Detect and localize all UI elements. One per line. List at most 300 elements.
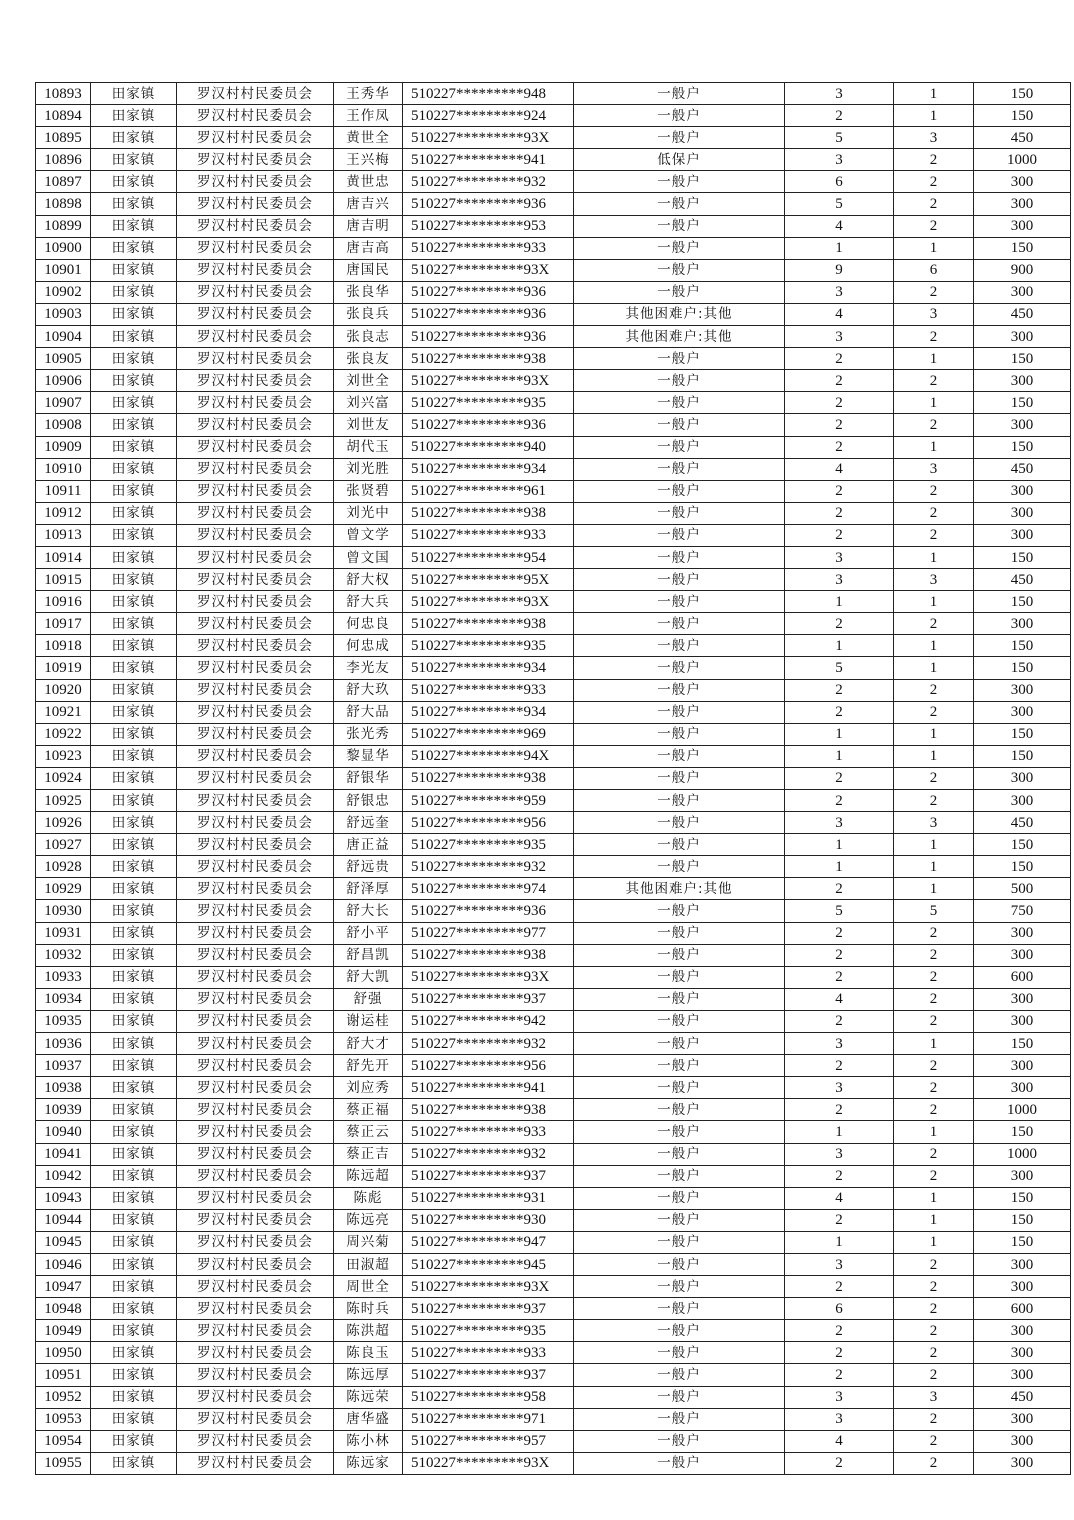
amount-cell: 300: [974, 281, 1071, 303]
amount-cell: 300: [974, 370, 1071, 392]
village-committee-cell: 罗汉村村民委员会: [177, 944, 334, 966]
id-number-cell: 510227*********977: [403, 922, 574, 944]
id-number-cell: 510227*********937: [403, 988, 574, 1010]
household-type-cell: 一般户: [574, 414, 785, 436]
table-row: [36, 1055, 1071, 1077]
household-size-cell: 4: [785, 215, 894, 237]
id-number-cell: 510227*********936: [403, 281, 574, 303]
village-committee-cell: 罗汉村村民委员会: [177, 1276, 334, 1298]
village-committee-cell: 罗汉村村民委员会: [177, 303, 334, 325]
household-size-cell: 3: [785, 569, 894, 591]
amount-cell: 300: [974, 1253, 1071, 1275]
id-number-cell: 510227*********938: [403, 944, 574, 966]
row-number-cell: 10896: [36, 149, 91, 171]
amount-cell: 150: [974, 546, 1071, 568]
household-size-cell: 2: [785, 392, 894, 414]
id-number-cell: 510227*********936: [403, 193, 574, 215]
town-cell: 田家镇: [91, 1276, 177, 1298]
row-number-cell: 10927: [36, 834, 91, 856]
name-cell: 刘光中: [334, 502, 403, 524]
id-number-cell: 510227*********938: [403, 767, 574, 789]
id-number-cell: 510227*********937: [403, 1298, 574, 1320]
amount-cell: 300: [974, 326, 1071, 348]
name-cell: 陈良玉: [334, 1342, 403, 1364]
household-type-cell: 一般户: [574, 1430, 785, 1452]
village-committee-cell: 罗汉村村民委员会: [177, 281, 334, 303]
amount-cell: 150: [974, 856, 1071, 878]
household-size-cell: 3: [785, 149, 894, 171]
assisted-count-cell: 3: [894, 303, 974, 325]
id-number-cell: 510227*********938: [403, 1099, 574, 1121]
table-row: [36, 1209, 1071, 1231]
amount-cell: 1000: [974, 1099, 1071, 1121]
village-committee-cell: 罗汉村村民委员会: [177, 480, 334, 502]
household-type-cell: 一般户: [574, 1452, 785, 1474]
id-number-cell: 510227*********935: [403, 834, 574, 856]
household-type-cell: 一般户: [574, 790, 785, 812]
amount-cell: 300: [974, 767, 1071, 789]
household-type-cell: 一般户: [574, 392, 785, 414]
town-cell: 田家镇: [91, 966, 177, 988]
name-cell: 张良志: [334, 326, 403, 348]
household-size-cell: 3: [785, 812, 894, 834]
village-committee-cell: 罗汉村村民委员会: [177, 1121, 334, 1143]
table-row: [36, 1187, 1071, 1209]
name-cell: 蔡正吉: [334, 1143, 403, 1165]
table-row: [36, 613, 1071, 635]
household-size-cell: 5: [785, 193, 894, 215]
name-cell: 李光友: [334, 657, 403, 679]
name-cell: 唐吉高: [334, 237, 403, 259]
row-number-cell: 10923: [36, 745, 91, 767]
household-type-cell: 一般户: [574, 922, 785, 944]
village-committee-cell: 罗汉村村民委员会: [177, 1010, 334, 1032]
table-row: [36, 1121, 1071, 1143]
household-size-cell: 4: [785, 1187, 894, 1209]
assisted-count-cell: 2: [894, 1364, 974, 1386]
town-cell: 田家镇: [91, 480, 177, 502]
village-committee-cell: 罗汉村村民委员会: [177, 1253, 334, 1275]
name-cell: 王秀华: [334, 83, 403, 105]
row-number-cell: 10934: [36, 988, 91, 1010]
household-type-cell: 一般户: [574, 723, 785, 745]
assisted-count-cell: 2: [894, 1143, 974, 1165]
amount-cell: 150: [974, 436, 1071, 458]
id-number-cell: 510227*********935: [403, 1320, 574, 1342]
household-type-cell: 一般户: [574, 856, 785, 878]
village-committee-cell: 罗汉村村民委员会: [177, 812, 334, 834]
household-size-cell: 2: [785, 1055, 894, 1077]
amount-cell: 150: [974, 105, 1071, 127]
id-number-cell: 510227*********948: [403, 83, 574, 105]
assisted-count-cell: 6: [894, 259, 974, 281]
household-type-cell: 一般户: [574, 966, 785, 988]
household-size-cell: 2: [785, 944, 894, 966]
assisted-count-cell: 1: [894, 591, 974, 613]
town-cell: 田家镇: [91, 1253, 177, 1275]
village-committee-cell: 罗汉村村民委员会: [177, 127, 334, 149]
name-cell: 唐正益: [334, 834, 403, 856]
household-size-cell: 6: [785, 171, 894, 193]
row-number-cell: 10931: [36, 922, 91, 944]
id-number-cell: 510227*********937: [403, 1364, 574, 1386]
household-size-cell: 2: [785, 480, 894, 502]
row-number-cell: 10948: [36, 1298, 91, 1320]
town-cell: 田家镇: [91, 524, 177, 546]
table-row: [36, 1077, 1071, 1099]
town-cell: 田家镇: [91, 1055, 177, 1077]
id-number-cell: 510227*********957: [403, 1430, 574, 1452]
name-cell: 刘世全: [334, 370, 403, 392]
household-type-cell: 一般户: [574, 1077, 785, 1099]
town-cell: 田家镇: [91, 613, 177, 635]
row-number-cell: 10929: [36, 878, 91, 900]
assisted-count-cell: 1: [894, 745, 974, 767]
household-type-cell: 其他困难户:其他: [574, 878, 785, 900]
village-committee-cell: 罗汉村村民委员会: [177, 348, 334, 370]
id-number-cell: 510227*********969: [403, 723, 574, 745]
id-number-cell: 510227*********932: [403, 856, 574, 878]
town-cell: 田家镇: [91, 856, 177, 878]
name-cell: 舒远贵: [334, 856, 403, 878]
household-size-cell: 2: [785, 1165, 894, 1187]
household-type-cell: 一般户: [574, 1187, 785, 1209]
assisted-count-cell: 2: [894, 171, 974, 193]
village-committee-cell: 罗汉村村民委员会: [177, 745, 334, 767]
name-cell: 周兴菊: [334, 1231, 403, 1253]
town-cell: 田家镇: [91, 922, 177, 944]
village-committee-cell: 罗汉村村民委员会: [177, 1165, 334, 1187]
household-size-cell: 2: [785, 1010, 894, 1032]
village-committee-cell: 罗汉村村民委员会: [177, 1452, 334, 1474]
household-size-cell: 2: [785, 922, 894, 944]
assisted-count-cell: 1: [894, 878, 974, 900]
name-cell: 舒小平: [334, 922, 403, 944]
data-table: [35, 82, 1071, 1475]
town-cell: 田家镇: [91, 812, 177, 834]
amount-cell: 450: [974, 303, 1071, 325]
village-committee-cell: 罗汉村村民委员会: [177, 856, 334, 878]
row-number-cell: 10928: [36, 856, 91, 878]
id-number-cell: 510227*********934: [403, 657, 574, 679]
household-type-cell: 一般户: [574, 944, 785, 966]
name-cell: 周世全: [334, 1276, 403, 1298]
household-type-cell: 一般户: [574, 215, 785, 237]
name-cell: 舒昌凯: [334, 944, 403, 966]
id-number-cell: 510227*********94X: [403, 745, 574, 767]
household-type-cell: 一般户: [574, 1231, 785, 1253]
name-cell: 唐国民: [334, 259, 403, 281]
assisted-count-cell: 1: [894, 392, 974, 414]
name-cell: 谢运桂: [334, 1010, 403, 1032]
assisted-count-cell: 2: [894, 480, 974, 502]
id-number-cell: 510227*********937: [403, 1165, 574, 1187]
row-number-cell: 10938: [36, 1077, 91, 1099]
id-number-cell: 510227*********93X: [403, 259, 574, 281]
household-size-cell: 2: [785, 524, 894, 546]
table-row: [36, 259, 1071, 281]
table-row: [36, 1342, 1071, 1364]
id-number-cell: 510227*********956: [403, 812, 574, 834]
name-cell: 张光秀: [334, 723, 403, 745]
amount-cell: 1000: [974, 1143, 1071, 1165]
town-cell: 田家镇: [91, 591, 177, 613]
row-number-cell: 10918: [36, 635, 91, 657]
table-row: [36, 1386, 1071, 1408]
table-row: [36, 215, 1071, 237]
table-row: [36, 1364, 1071, 1386]
row-number-cell: 10943: [36, 1187, 91, 1209]
name-cell: 刘世友: [334, 414, 403, 436]
name-cell: 黄世全: [334, 127, 403, 149]
table-row: [36, 303, 1071, 325]
row-number-cell: 10912: [36, 502, 91, 524]
assisted-count-cell: 2: [894, 414, 974, 436]
table-row: [36, 745, 1071, 767]
village-committee-cell: 罗汉村村民委员会: [177, 922, 334, 944]
row-number-cell: 10922: [36, 723, 91, 745]
household-size-cell: 3: [785, 326, 894, 348]
assisted-count-cell: 1: [894, 237, 974, 259]
household-type-cell: 一般户: [574, 657, 785, 679]
household-type-cell: 一般户: [574, 812, 785, 834]
assisted-count-cell: 1: [894, 546, 974, 568]
id-number-cell: 510227*********93X: [403, 370, 574, 392]
row-number-cell: 10941: [36, 1143, 91, 1165]
village-committee-cell: 罗汉村村民委员会: [177, 458, 334, 480]
household-size-cell: 2: [785, 679, 894, 701]
village-committee-cell: 罗汉村村民委员会: [177, 546, 334, 568]
name-cell: 胡代玉: [334, 436, 403, 458]
row-number-cell: 10894: [36, 105, 91, 127]
assisted-count-cell: 2: [894, 149, 974, 171]
amount-cell: 150: [974, 1209, 1071, 1231]
household-type-cell: 一般户: [574, 83, 785, 105]
household-type-cell: 一般户: [574, 1253, 785, 1275]
name-cell: 舒泽厚: [334, 878, 403, 900]
household-size-cell: 2: [785, 1099, 894, 1121]
table-row: [36, 502, 1071, 524]
town-cell: 田家镇: [91, 83, 177, 105]
household-size-cell: 1: [785, 1121, 894, 1143]
household-size-cell: 2: [785, 878, 894, 900]
table-row: [36, 326, 1071, 348]
table-row: [36, 1430, 1071, 1452]
amount-cell: 150: [974, 1231, 1071, 1253]
town-cell: 田家镇: [91, 458, 177, 480]
name-cell: 陈远超: [334, 1165, 403, 1187]
row-number-cell: 10906: [36, 370, 91, 392]
id-number-cell: 510227*********933: [403, 237, 574, 259]
name-cell: 陈远家: [334, 1452, 403, 1474]
village-committee-cell: 罗汉村村民委员会: [177, 613, 334, 635]
town-cell: 田家镇: [91, 1342, 177, 1364]
town-cell: 田家镇: [91, 171, 177, 193]
amount-cell: 150: [974, 657, 1071, 679]
village-committee-cell: 罗汉村村民委员会: [177, 1055, 334, 1077]
table-row: [36, 1452, 1071, 1474]
village-committee-cell: 罗汉村村民委员会: [177, 1298, 334, 1320]
name-cell: 舒大才: [334, 1033, 403, 1055]
town-cell: 田家镇: [91, 502, 177, 524]
id-number-cell: 510227*********936: [403, 326, 574, 348]
table-body: [36, 83, 1071, 1475]
amount-cell: 300: [974, 922, 1071, 944]
town-cell: 田家镇: [91, 1408, 177, 1430]
row-number-cell: 10900: [36, 237, 91, 259]
id-number-cell: 510227*********933: [403, 1342, 574, 1364]
village-committee-cell: 罗汉村村民委员会: [177, 1143, 334, 1165]
household-type-cell: 一般户: [574, 480, 785, 502]
assisted-count-cell: 2: [894, 679, 974, 701]
table-row: [36, 900, 1071, 922]
village-committee-cell: 罗汉村村民委员会: [177, 1099, 334, 1121]
household-size-cell: 2: [785, 701, 894, 723]
household-size-cell: 3: [785, 281, 894, 303]
household-type-cell: 一般户: [574, 1408, 785, 1430]
id-number-cell: 510227*********958: [403, 1386, 574, 1408]
row-number-cell: 10914: [36, 546, 91, 568]
name-cell: 舒远奎: [334, 812, 403, 834]
row-number-cell: 10954: [36, 1430, 91, 1452]
household-size-cell: 2: [785, 414, 894, 436]
id-number-cell: 510227*********933: [403, 524, 574, 546]
assisted-count-cell: 1: [894, 105, 974, 127]
amount-cell: 300: [974, 480, 1071, 502]
household-type-cell: 一般户: [574, 988, 785, 1010]
row-number-cell: 10903: [36, 303, 91, 325]
village-committee-cell: 罗汉村村民委员会: [177, 502, 334, 524]
amount-cell: 150: [974, 745, 1071, 767]
assisted-count-cell: 2: [894, 1408, 974, 1430]
town-cell: 田家镇: [91, 988, 177, 1010]
town-cell: 田家镇: [91, 657, 177, 679]
town-cell: 田家镇: [91, 1165, 177, 1187]
village-committee-cell: 罗汉村村民委员会: [177, 790, 334, 812]
name-cell: 刘应秀: [334, 1077, 403, 1099]
row-number-cell: 10942: [36, 1165, 91, 1187]
household-size-cell: 2: [785, 1364, 894, 1386]
table-row: [36, 944, 1071, 966]
amount-cell: 750: [974, 900, 1071, 922]
id-number-cell: 510227*********936: [403, 303, 574, 325]
table-row: [36, 1143, 1071, 1165]
table-row: [36, 834, 1071, 856]
village-committee-cell: 罗汉村村民委员会: [177, 1077, 334, 1099]
table-row: [36, 83, 1071, 105]
name-cell: 何忠成: [334, 635, 403, 657]
household-type-cell: 一般户: [574, 546, 785, 568]
assisted-count-cell: 1: [894, 1209, 974, 1231]
town-cell: 田家镇: [91, 900, 177, 922]
table-row: [36, 988, 1071, 1010]
assisted-count-cell: 3: [894, 127, 974, 149]
household-size-cell: 1: [785, 745, 894, 767]
table-row: [36, 414, 1071, 436]
household-size-cell: 2: [785, 502, 894, 524]
village-committee-cell: 罗汉村村民委员会: [177, 1408, 334, 1430]
town-cell: 田家镇: [91, 723, 177, 745]
household-size-cell: 3: [785, 1386, 894, 1408]
town-cell: 田家镇: [91, 569, 177, 591]
amount-cell: 300: [974, 171, 1071, 193]
assisted-count-cell: 2: [894, 502, 974, 524]
row-number-cell: 10945: [36, 1231, 91, 1253]
household-type-cell: 一般户: [574, 1099, 785, 1121]
row-number-cell: 10893: [36, 83, 91, 105]
amount-cell: 150: [974, 635, 1071, 657]
row-number-cell: 10905: [36, 348, 91, 370]
row-number-cell: 10911: [36, 480, 91, 502]
row-number-cell: 10952: [36, 1386, 91, 1408]
name-cell: 唐吉兴: [334, 193, 403, 215]
household-size-cell: 9: [785, 259, 894, 281]
row-number-cell: 10895: [36, 127, 91, 149]
town-cell: 田家镇: [91, 1209, 177, 1231]
village-committee-cell: 罗汉村村民委员会: [177, 326, 334, 348]
household-type-cell: 一般户: [574, 1209, 785, 1231]
table-row: [36, 458, 1071, 480]
household-size-cell: 2: [785, 348, 894, 370]
table-row: [36, 1320, 1071, 1342]
town-cell: 田家镇: [91, 149, 177, 171]
household-type-cell: 一般户: [574, 502, 785, 524]
row-number-cell: 10920: [36, 679, 91, 701]
table-row: [36, 679, 1071, 701]
town-cell: 田家镇: [91, 127, 177, 149]
row-number-cell: 10951: [36, 1364, 91, 1386]
id-number-cell: 510227*********93X: [403, 127, 574, 149]
name-cell: 陈彪: [334, 1187, 403, 1209]
town-cell: 田家镇: [91, 834, 177, 856]
household-type-cell: 一般户: [574, 1386, 785, 1408]
household-size-cell: 3: [785, 546, 894, 568]
amount-cell: 1000: [974, 149, 1071, 171]
village-committee-cell: 罗汉村村民委员会: [177, 569, 334, 591]
household-type-cell: 一般户: [574, 1055, 785, 1077]
town-cell: 田家镇: [91, 326, 177, 348]
village-committee-cell: 罗汉村村民委员会: [177, 259, 334, 281]
name-cell: 舒大凯: [334, 966, 403, 988]
assisted-count-cell: 5: [894, 900, 974, 922]
village-committee-cell: 罗汉村村民委员会: [177, 1320, 334, 1342]
id-number-cell: 510227*********959: [403, 790, 574, 812]
town-cell: 田家镇: [91, 1077, 177, 1099]
household-size-cell: 1: [785, 591, 894, 613]
amount-cell: 600: [974, 1298, 1071, 1320]
id-number-cell: 510227*********932: [403, 1033, 574, 1055]
id-number-cell: 510227*********93X: [403, 966, 574, 988]
id-number-cell: 510227*********935: [403, 392, 574, 414]
name-cell: 唐吉明: [334, 215, 403, 237]
household-type-cell: 一般户: [574, 591, 785, 613]
village-committee-cell: 罗汉村村民委员会: [177, 1209, 334, 1231]
amount-cell: 150: [974, 1033, 1071, 1055]
id-number-cell: 510227*********933: [403, 1121, 574, 1143]
assisted-count-cell: 2: [894, 701, 974, 723]
id-number-cell: 510227*********933: [403, 679, 574, 701]
household-type-cell: 一般户: [574, 1276, 785, 1298]
assisted-count-cell: 2: [894, 1077, 974, 1099]
row-number-cell: 10944: [36, 1209, 91, 1231]
table-row: [36, 348, 1071, 370]
id-number-cell: 510227*********947: [403, 1231, 574, 1253]
town-cell: 田家镇: [91, 1452, 177, 1474]
amount-cell: 150: [974, 723, 1071, 745]
table-row: [36, 1099, 1071, 1121]
row-number-cell: 10917: [36, 613, 91, 635]
amount-cell: 600: [974, 966, 1071, 988]
